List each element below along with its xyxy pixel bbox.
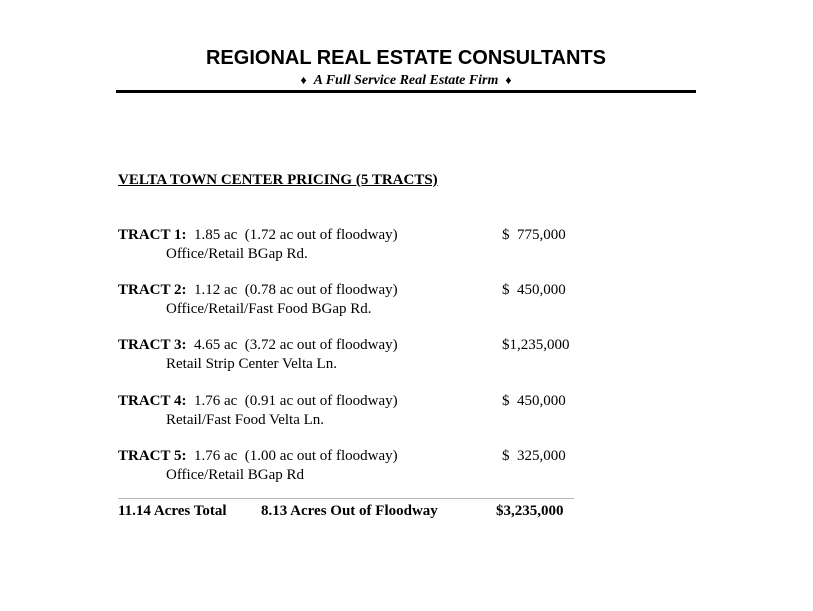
tract-price: $1,235,000 [502,337,570,353]
tract-detail: 1.85 ac (1.72 ac out of floodway) [193,227,398,243]
tract-price: $ 450,000 [502,393,566,409]
tract-label: TRACT 3: [118,337,187,353]
total-acres: 11.14 Acres Total [118,503,227,519]
tract-detail: 1.12 ac (0.78 ac out of floodway) [193,282,398,298]
tract-detail: 4.65 ac (3.72 ac out of floodway) [193,337,398,353]
tract-label: TRACT 5: [118,448,187,464]
section-title: VELTA TOWN CENTER PRICING (5 TRACTS) [118,172,438,188]
totals-divider [118,498,574,499]
tract-item [118,336,588,376]
tract-price: $ 450,000 [502,282,566,298]
tract-price: $ 775,000 [502,227,566,243]
tract-item [118,281,588,321]
total-price: $3,235,000 [496,503,564,519]
tract-label: TRACT 1: [118,227,187,243]
total-floodway-acres: 8.13 Acres Out of Floodway [261,503,438,519]
tract-item [118,447,588,487]
tract-detail: 1.76 ac (1.00 ac out of floodway) [193,448,398,464]
tract-detail: 1.76 ac (0.91 ac out of floodway) [193,393,398,409]
tract-use: Retail Strip Center Velta Ln. [166,356,337,372]
tract-label: TRACT 2: [118,282,187,298]
tract-item [118,226,588,266]
tract-use: Office/Retail BGap Rd [166,467,305,483]
diamond-icon: ♦ [300,73,307,87]
tract-use: Office/Retail/Fast Food BGap Rd. [166,301,372,317]
tract-label: TRACT 4: [118,393,187,409]
diamond-icon: ♦ [505,73,512,87]
header-divider [116,90,696,93]
tract-use: Retail/Fast Food Velta Ln. [166,412,325,428]
company-name: REGIONAL REAL ESTATE CONSULTANTS [205,47,606,69]
tract-price: $ 325,000 [502,448,566,464]
tagline-text: A Full Service Real Estate Firm [313,73,499,88]
company-tagline [116,71,696,90]
tract-item [118,392,588,432]
tract-use: Office/Retail BGap Rd. [166,246,308,262]
